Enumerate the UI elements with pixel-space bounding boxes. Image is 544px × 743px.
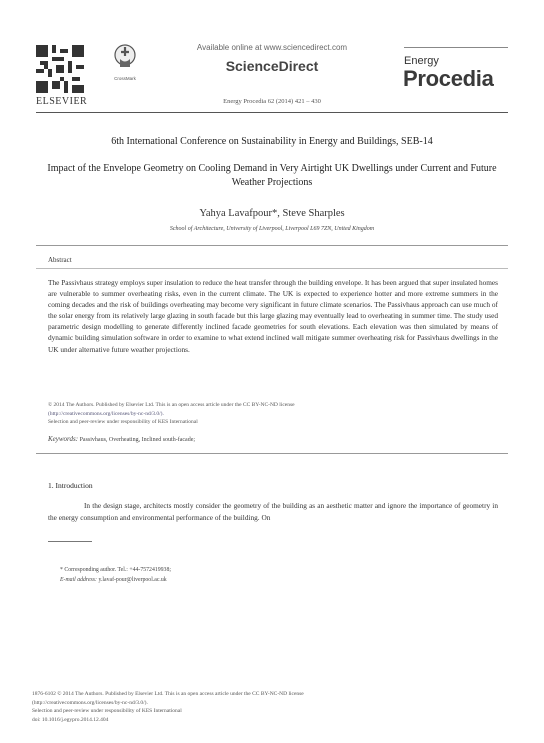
footer-license-link[interactable]: (http://creativecommons.org/licenses/by-nc-nd/3.0/).: [32, 699, 148, 706]
crossmark-icon: [114, 44, 136, 70]
footer-copyright: 1876-6102 © 2014 The Authors. Published by Elsevier Ltd. This is an open access article under the CC BY-NC-ND license: [32, 691, 304, 697]
journal-name-line2: Procedia: [403, 66, 494, 91]
keywords-list: Passivhaus, Overheating, Inclined south-facade;: [79, 437, 196, 443]
abstract-heading: Abstract: [48, 256, 72, 264]
introduction-body: [48, 500, 498, 524]
paper-title: Impact of the Envelope Geometry on Cooling Demand in Very Airtight UK Dwellings under Current and Future Weather Projections: [47, 163, 497, 188]
abstract-top-divider: [36, 245, 508, 246]
publisher-wordmark: ELSEVIER: [36, 96, 88, 107]
brand-rule: [404, 47, 508, 48]
author-email: [60, 577, 167, 583]
sciencedirect-wordmark: ScienceDirect: [225, 58, 319, 74]
qr-code-icon: [36, 45, 84, 93]
license-link[interactable]: (http://creativecommons.org/licenses/by-nc-nd/3.0/).: [48, 410, 164, 417]
copyright-statement: © 2014 The Authors. Published by Elsevier Ltd. This is an open access article under the CC BY-NC-ND license: [48, 402, 295, 408]
author-affiliation: School of Architecture, University of Liverpool, Liverpool L69 7ZN, United Kingdom: [169, 226, 375, 232]
header-divider: [36, 112, 508, 113]
available-online-link[interactable]: Available online at www.sciencedirect.com: [196, 43, 348, 52]
abstract-copyright: [48, 401, 498, 427]
footnote-divider: [48, 541, 92, 542]
email-address-link[interactable]: y.lavaf-pour@liverpool.ac.uk: [98, 577, 167, 583]
peer-review-statement: Selection and peer-review under responsibility of KES International: [48, 419, 198, 425]
abstract-body: The Passivhaus strategy employs super insulation to reduce the heat transfer through the building envelope. It has been argued that super insulated homes are vulnerable to summer overheating risks, even in the current climate. The UK is expected to experience hotter and more extreme summers in the coming decades and the risk of buildings overheating may become very significant in future climate scenarios. The Passivhaus approach can use much of the solar energy from its relatively large glazing in south facade but this large glazing may eventually lead to overheating in summer time. The study used parametric design modelling to generate differently inclined facade geometries for south elevations. Each elevation was then simulated by means of dynamic building simulation software in order to examine to what extend inclined wall mitigate summer overheating risk for Passivhaus dwellings in the UK under alternative future weather projections.: [48, 278, 498, 354]
introduction-heading: 1. Introduction: [48, 481, 93, 490]
introduction-text: In the design stage, architects mostly consider the geometry of the building as an aesthetic matter and ignore the importance of geometry in the energy consumption and environmental performance of the building. On: [48, 501, 498, 522]
author-list: Yahya Lavafpour*, Steve Sharples: [199, 208, 345, 219]
conference-name: 6th International Conference on Sustainability in Energy and Buildings, SEB-14: [111, 136, 433, 147]
journal-name-line1: Energy: [404, 55, 439, 67]
journal-citation: Energy Procedia 62 (2014) 421 – 430: [223, 98, 321, 105]
crossmark-label: CrossMark: [114, 76, 136, 81]
abstract-bottom-divider: [36, 453, 508, 454]
page-footer: [32, 690, 512, 724]
footer-peer-review: Selection and peer-review under responsibility of KES International: [32, 708, 182, 714]
email-label: E-mail address:: [60, 577, 97, 583]
abstract-heading-divider: [36, 268, 508, 269]
corresponding-author: * Corresponding author. Tel.: +44-7572419938;: [60, 567, 171, 573]
crossmark-badge[interactable]: [112, 44, 138, 81]
keywords-label: Keywords:: [48, 435, 79, 443]
keywords: [48, 435, 498, 443]
footer-doi[interactable]: doi: 10.1016/j.egypro.2014.12.404: [32, 716, 109, 723]
